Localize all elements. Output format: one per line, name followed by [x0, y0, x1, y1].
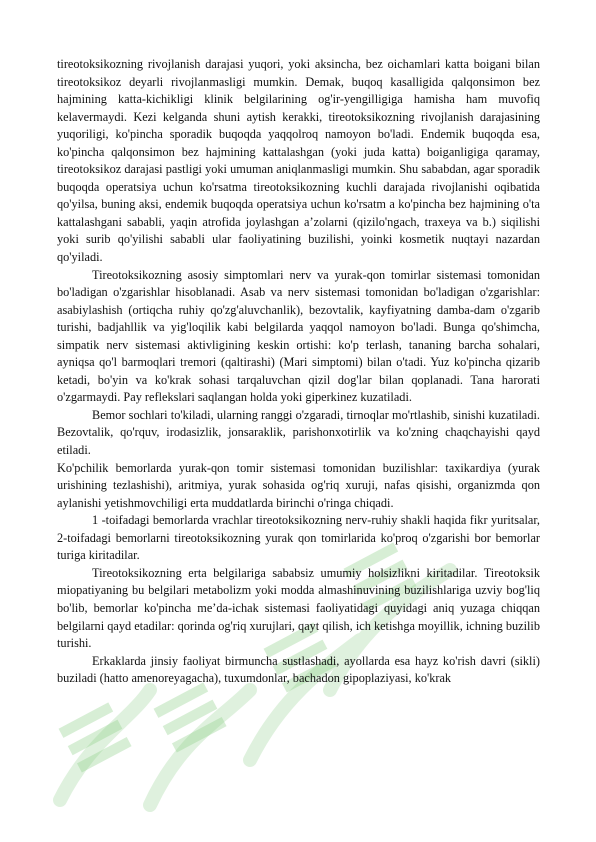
svg-text:≡: ≡: [241, 591, 357, 720]
paragraph-6: Tireotoksikozning erta belgilariga sababsiz umumiy holsizlikni kiritadilar. Tireotoksik miopatiyaning bu belgilari metabolizm yoki modda almashinuvining buzilishlariga uzviy bog'liq bo'lib, bemorlar ko'pincha me’da-ichak sistemasi faoliyatidagi quyidagi aniq yuzaga chiqqan belgilarni qayd etadilar: qorinda og'riq xurujlari, qayt qilish, ich ketishga moyillik, ichning buzilib turishi.: [57, 565, 540, 651]
svg-text:≡: ≡: [321, 511, 437, 640]
svg-text:≡: ≡: [131, 651, 247, 780]
paragraph-4: Ko'pchilik bemorlarda yurak-qon tomir sistemasi tomonidan buzilishlar: taxikardiya (yurak urishining tezlashishi), aritmiya, yurak sohasida og'riq xuruji, nafas qisishi, organizmda qon aylanishi yetishmovchiligi erta muddatlarda birinchi o'ringa chiqadi.: [57, 460, 540, 510]
document-page: [57, 56, 540, 688]
svg-text:≡: ≡: [36, 671, 152, 800]
paragraph-3: Bemor sochlari to'kiladi, ularning ranggi o'zgaradi, tirnoqlar mo'rtlashib, sinishi kuzatiladi. Bezovtalik, qo'rquv, irodasizlik, jonsaraklik, parishonxotirlik va ko'zning chaqchayishi qayd etiladi.: [57, 407, 540, 458]
paragraph-7: Erkaklarda jinsiy faoliyat birmuncha sustlashadi, ayollarda esa hayz ko'rish davri (sikli) buziladi (hatto amenoreyagacha), tuxumdonlar, bachadon gipoplaziyasi, ko'krak: [57, 653, 540, 686]
paragraph-5: 1 -toifadagi bemorlarda vrachlar tireotoksikozning nerv-ruhiy shakli haqida fikr yuritsalar, 2-toifadagi bemorlarni tireotoksikozning yurak qon tomirlarida ko'proq o'zgarishi bor bemorlar turiga kiritadilar.: [57, 513, 540, 563]
paragraph-2: Tireotoksikozning asosiy simptomlari nerv va yurak-qon tomirlar sistemasi tomonidan bo'ladigan o'zgarishlar hisoblanadi. Asab va nerv sistemasi tomonidan bo'ladigan o'zgarishlar: asabiylashish (ortiqcha ruhiy qo'zg'aluvchanlik), bezovtalik, kayfiyatning damba-dam o'zgarib turishi, badjahllik va yig'loqilik kabi belgilarda yaqqol namoyon bo'ladi. Bunga qo'shimcha, simpatik nerv sistemasi aktivligining keskin ortishi: ko'p terlash, tananing barcha sohalari, ayniqsa qo'l barmoqlari tremori (qaltirashi) (Mari simptomi) bilan o'tadi. Yuz ko'pincha qizarib ketadi, bo'yin va ko'krak sohasi tarqaluvchan qizil dog'lar bilan qoplanadi. Tana harorati o'zgarmaydi. Pay reflekslari saqlangan holda yoki giperkinez kuzatiladi.: [57, 267, 540, 405]
paragraph-1: tireotoksikozning rivojlanish darajasi yuqori, yoki aksincha, bez oichamlari katta boigani bilan tireotoksikoz deyarli rivojlanmasligi mumkin. Demak, buqoq kasalligida qalqonsimon bez hajmining katta-kichikligi klinik belgilarining og'ir-yengilligiga hamisha ham muvofiq kelavermaydi. Kezi kelganda shuni aytish kerakki, tireotoksikozning rivojlanish darajasining yuqoriligi, ko'pincha sporadik buqoqda yaqqolroq namoyon bo'ladi. Endemik buqoqda esa, ko'pincha qalqonsimon bez hajmining kattalashgan (yoki juda katta) boiganligiga qaramay, tireotoksikoz darajasi pastligi yoki umuman aniqlanmasligi mumkin. Shu sababdan, agar sporadik buqoqda operatsiya uchun ko'rsatma tireotoksikozning kuchli darajada rivojlanishi oqibatida qo'yilsa, buning aksi, endemik buqoqda operatsiya uchun ko'rsatm a ko'pincha bez hajmining o'ta kattalashgani sababli, yaqin atrofida joylashgan a’zolarni (qizilo'ngach, traxeya va b.) siqilishi yoki surib qo'yilishi sababli ular faoliyatining buzilishi, yoinki kosmetik nuqtayi nazardan qo'yiladi.: [57, 57, 540, 265]
